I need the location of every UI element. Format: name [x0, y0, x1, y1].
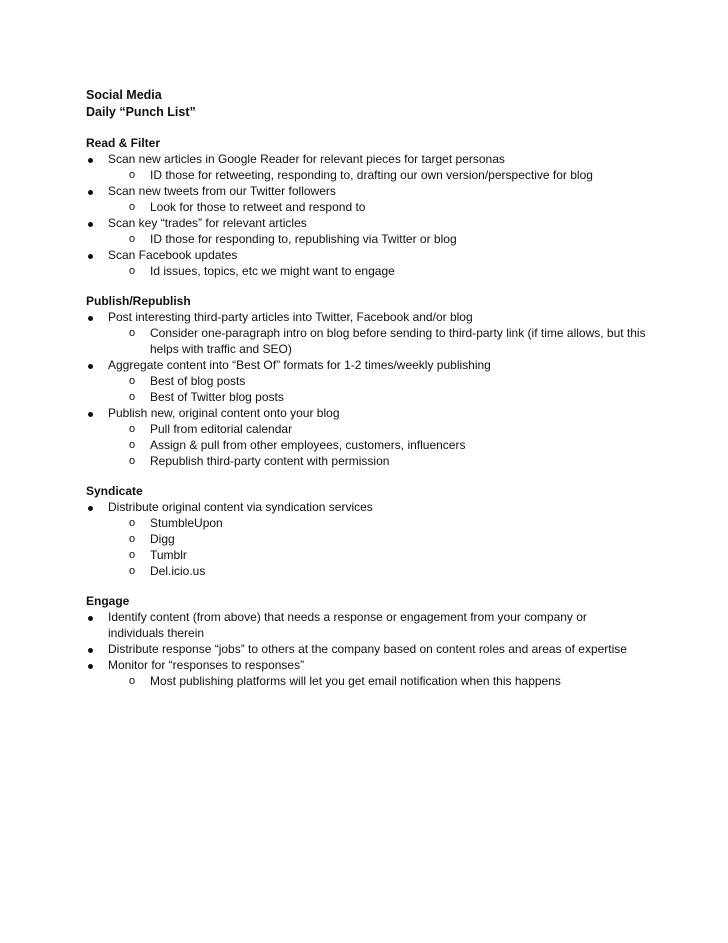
section-heading: Syndicate — [86, 484, 143, 498]
hollow-bullet-icon: o — [129, 375, 136, 387]
sub-list-item-text: Best of blog posts — [150, 374, 246, 388]
bullet-icon — [88, 316, 93, 321]
hollow-bullet-icon: o — [129, 549, 136, 561]
title-line-2: Daily “Punch List” — [86, 105, 196, 119]
sub-list-item-text: StumbleUpon — [150, 516, 223, 530]
bullet-list — [86, 309, 646, 469]
sub-list — [108, 373, 646, 405]
list-item — [86, 247, 646, 279]
sub-list-item — [108, 325, 646, 357]
list-item-text: Scan key “trades” for relevant articles — [108, 216, 307, 230]
hollow-bullet-icon: o — [129, 565, 136, 577]
sub-list-item-text: Most publishing platforms will let you get email notification when this happens — [150, 674, 561, 688]
sub-list-item — [108, 231, 646, 247]
sub-list-item-text: Republish third-party content with permission — [150, 454, 390, 468]
bullet-list — [86, 609, 646, 689]
list-item — [86, 405, 646, 469]
sub-list-item-text: Assign & pull from other employees, customers, influencers — [150, 438, 466, 452]
sub-list-item-text: Best of Twitter blog posts — [150, 390, 284, 404]
sub-list — [108, 421, 646, 469]
section-heading: Read & Filter — [86, 136, 161, 150]
list-item-text: Post interesting third-party articles into Twitter, Facebook and/or blog — [108, 310, 473, 324]
title-line-1: Social Media — [86, 88, 162, 102]
sub-list-item — [108, 263, 646, 279]
hollow-bullet-icon: o — [129, 455, 136, 467]
hollow-bullet-icon: o — [129, 423, 136, 435]
sub-list-item-text: Digg — [150, 532, 175, 546]
list-item-text: Aggregate content into “Best Of” formats for 1-2 times/weekly publishing — [108, 358, 491, 372]
sub-list-item-text: Consider one-paragraph intro on blog before sending to third-party link (if time allows, but this helps with traffic and SEO) — [150, 326, 646, 356]
hollow-bullet-icon: o — [129, 327, 136, 339]
sub-list-item — [108, 673, 646, 689]
bullet-icon — [88, 254, 93, 259]
bullet-list — [86, 499, 646, 579]
sub-list-item-text: ID those for retweeting, responding to, drafting our own version/perspective for blog — [150, 168, 593, 182]
hollow-bullet-icon: o — [129, 439, 136, 451]
hollow-bullet-icon: o — [129, 169, 136, 181]
list-item — [86, 215, 646, 247]
bullet-icon — [88, 364, 93, 369]
list-item-text: Scan new tweets from our Twitter followers — [108, 184, 336, 198]
sub-list — [108, 515, 646, 579]
sub-list-item — [108, 453, 646, 469]
list-item-text: Distribute response “jobs” to others at the company based on content roles and areas of expertise — [108, 642, 627, 656]
sub-list — [108, 199, 646, 215]
bullet-icon — [88, 506, 93, 511]
sub-list-item — [108, 563, 646, 579]
bullet-icon — [88, 648, 93, 653]
list-item — [86, 183, 646, 215]
bullet-icon — [88, 222, 93, 227]
list-item-text: Scan new articles in Google Reader for relevant pieces for target personas — [108, 152, 505, 166]
document-title — [86, 87, 646, 121]
sub-list-item — [108, 389, 646, 405]
list-item — [86, 151, 646, 183]
sub-list — [108, 325, 646, 357]
list-item-text: Distribute original content via syndication services — [108, 500, 373, 514]
list-item-text: Monitor for “responses to responses” — [108, 658, 305, 672]
sub-list-item-text: Tumblr — [150, 548, 187, 562]
sub-list-item — [108, 437, 646, 453]
list-item — [86, 499, 646, 579]
sub-list-item — [108, 199, 646, 215]
sub-list-item-text: Look for those to retweet and respond to — [150, 200, 366, 214]
section — [86, 593, 646, 689]
section-heading: Engage — [86, 594, 130, 608]
sub-list-item — [108, 515, 646, 531]
list-item-text: Publish new, original content onto your blog — [108, 406, 340, 420]
list-item — [86, 309, 646, 357]
hollow-bullet-icon: o — [129, 675, 136, 687]
bullet-icon — [88, 158, 93, 163]
sub-list — [108, 167, 646, 183]
sub-list-item — [108, 373, 646, 389]
document-body — [86, 87, 646, 689]
hollow-bullet-icon: o — [129, 265, 136, 277]
sub-list-item — [108, 421, 646, 437]
hollow-bullet-icon: o — [129, 533, 136, 545]
list-item — [86, 357, 646, 405]
sub-list — [108, 231, 646, 247]
hollow-bullet-icon: o — [129, 391, 136, 403]
sections-container — [86, 135, 646, 689]
bullet-icon — [88, 664, 93, 669]
section-heading: Publish/Republish — [86, 294, 191, 308]
bullet-list — [86, 151, 646, 279]
hollow-bullet-icon: o — [129, 233, 136, 245]
list-item — [86, 657, 646, 689]
list-item-text: Identify content (from above) that needs a response or engagement from your company or individuals therein — [108, 610, 587, 640]
section — [86, 483, 646, 579]
hollow-bullet-icon: o — [129, 201, 136, 213]
sub-list-item — [108, 531, 646, 547]
sub-list-item-text: ID those for responding to, republishing via Twitter or blog — [150, 232, 457, 246]
list-item-text: Scan Facebook updates — [108, 248, 238, 262]
list-item — [86, 641, 646, 657]
sub-list — [108, 673, 646, 689]
section — [86, 293, 646, 469]
sub-list-item-text: Pull from editorial calendar — [150, 422, 293, 436]
sub-list-item — [108, 167, 646, 183]
bullet-icon — [88, 190, 93, 195]
bullet-icon — [88, 412, 93, 417]
sub-list-item-text: Id issues, topics, etc we might want to engage — [150, 264, 395, 278]
bullet-icon — [88, 616, 93, 621]
sub-list-item — [108, 547, 646, 563]
section — [86, 135, 646, 279]
hollow-bullet-icon: o — [129, 517, 136, 529]
sub-list-item-text: Del.icio.us — [150, 564, 206, 578]
sub-list — [108, 263, 646, 279]
list-item — [86, 609, 646, 641]
